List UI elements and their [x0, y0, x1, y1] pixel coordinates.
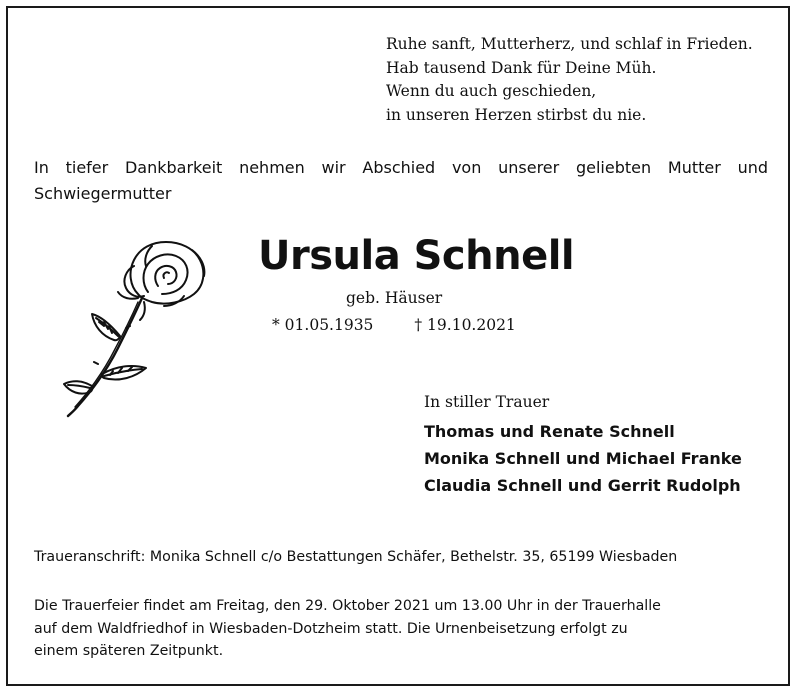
- mourner-name: Monika Schnell und Michael Franke: [424, 449, 742, 468]
- ceremony-line: einem späteren Zeitpunkt.: [34, 643, 224, 659]
- poem: [386, 33, 776, 127]
- birth-name: geb. Häuser: [346, 289, 443, 307]
- ceremony-line: Die Trauerfeier findet am Freitag, den 29. Oktober 2021 um 13.00 Uhr in der Trauerhalle: [34, 598, 661, 614]
- mourning-address: Traueranschrift: Monika Schnell c/o Bestattungen Schäfer, Bethelstr. 35, 65199 Wiesbaden: [34, 549, 678, 565]
- deceased-name: Ursula Schnell: [258, 233, 575, 279]
- life-dates: [272, 314, 516, 336]
- death-date: † 19.10.2021: [414, 316, 516, 334]
- mourner-name: Thomas und Renate Schnell: [424, 422, 675, 441]
- intro-text: In tiefer Dankbarkeit nehmen wir Abschied von unserer geliebten Mutter und Schwiegermutter: [34, 158, 768, 203]
- mourning-lead: In stiller Trauer: [424, 393, 550, 411]
- mourner-name: Claudia Schnell und Gerrit Rudolph: [424, 476, 741, 495]
- poem-line: Wenn du auch geschieden,: [386, 82, 597, 100]
- birth-date: * 01.05.1935: [272, 316, 374, 334]
- poem-line: in unseren Herzen stirbst du nie.: [386, 105, 647, 124]
- ceremony-line: auf dem Waldfriedhof in Wiesbaden-Dotzheim statt. Die Urnenbeisetzung erfolgt zu: [34, 620, 628, 637]
- rose-icon: [34, 236, 214, 420]
- poem-line: Ruhe sanft, Mutterherz, und schlaf in Frieden.: [386, 35, 753, 53]
- mourners-block: [424, 390, 784, 499]
- poem-line: Hab tausend Dank für Deine Müh.: [386, 58, 657, 77]
- ceremony-info: [34, 595, 774, 663]
